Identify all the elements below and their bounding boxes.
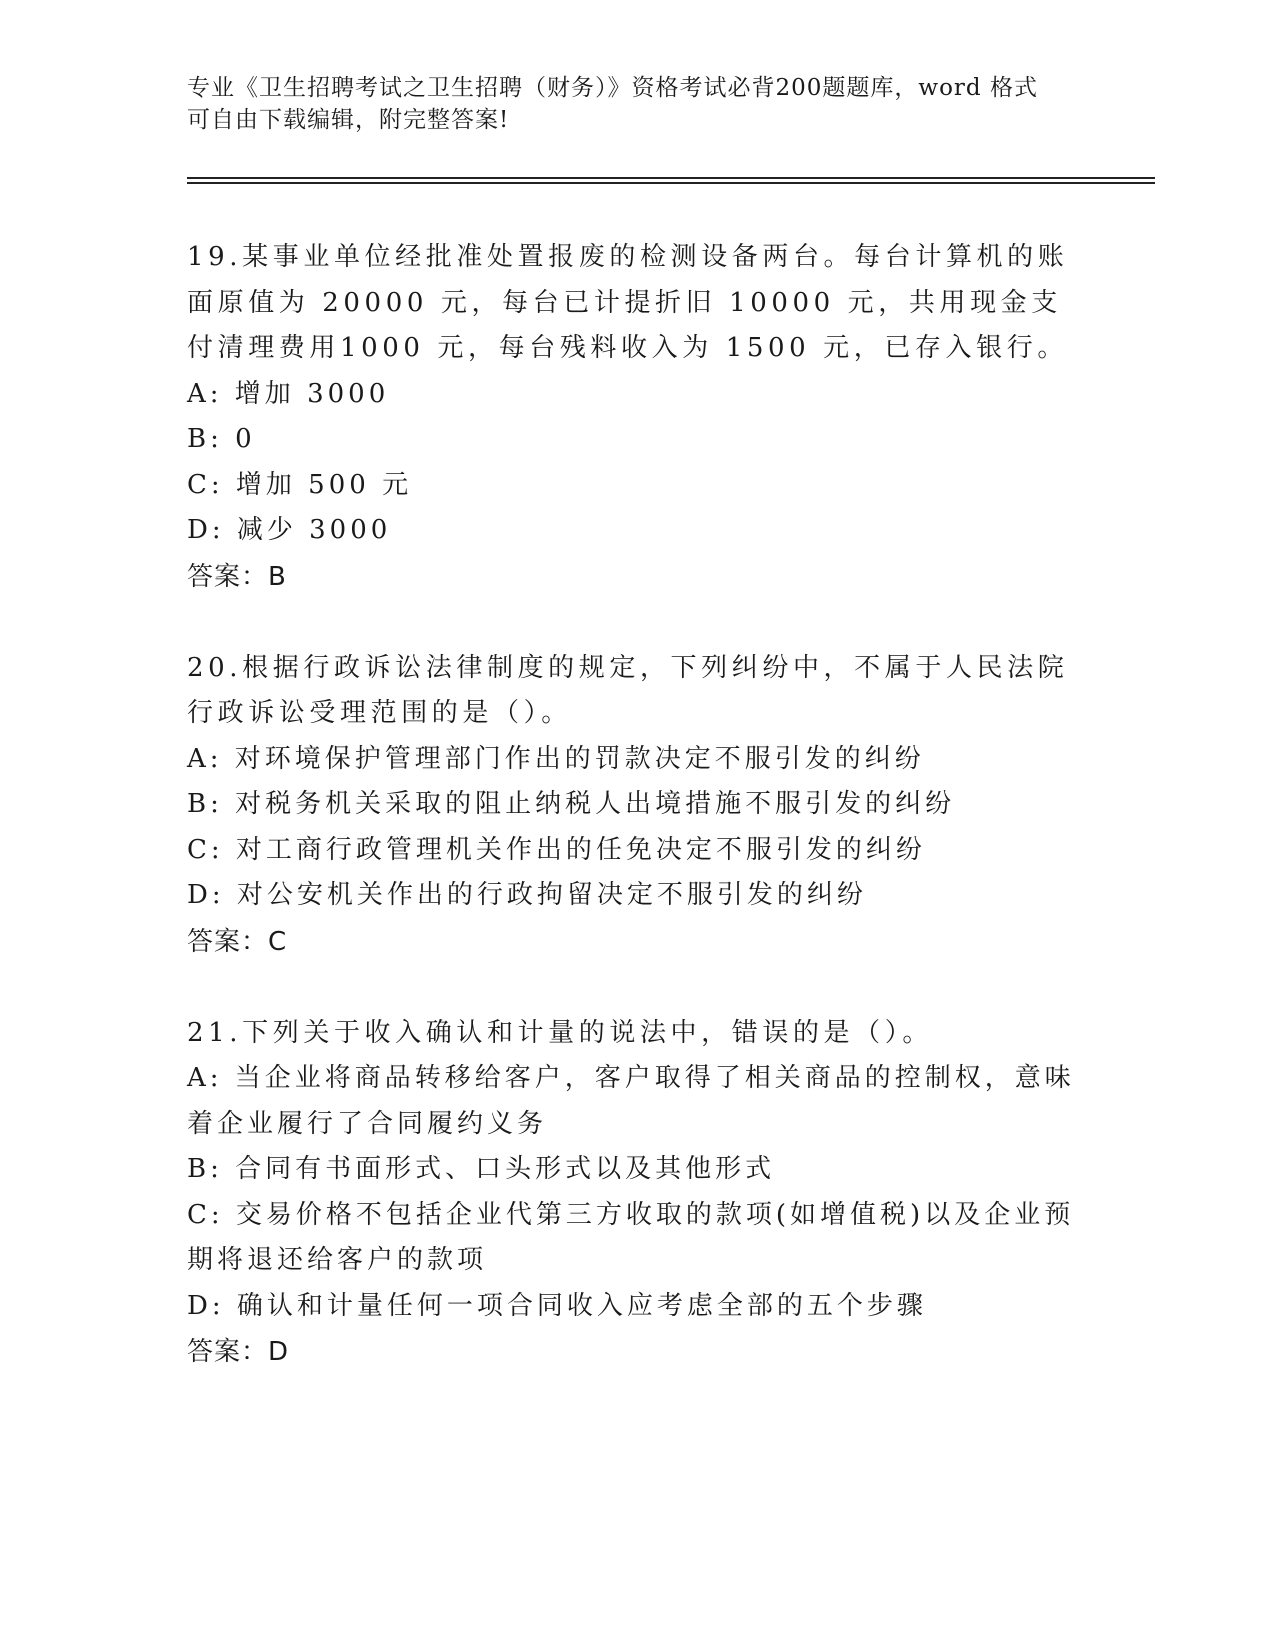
header-divider-bottom [187, 182, 1155, 184]
answer-text: 答案：B [187, 561, 287, 592]
question-list [187, 235, 1087, 1421]
option-b: B: 0 [187, 424, 256, 454]
question-19 [187, 235, 1087, 600]
option-a: A: 增加 3000 [187, 378, 390, 409]
option-d: D: 对公安机关作出的行政拘留决定不服引发的纠纷 [187, 880, 867, 910]
option-c: C: 增加 500 元 [187, 469, 413, 500]
document-header [187, 72, 1087, 136]
option-d: D: 减少 3000 [187, 515, 392, 545]
option-b: B: 对税务机关采取的阻止纳税人出境措施不服引发的纠纷 [187, 789, 956, 819]
question-stem: 19.某事业单位经批准处置报废的检测设备两台。每台计算机的账面原值为 20000 元，每台已计提折旧 10000 元，共用现金支付清理费用1000 元，每台残料收入为 1500 元，已存入银行。 [187, 242, 1069, 363]
answer-text: 答案：C [187, 926, 288, 957]
question-21 [187, 1011, 1087, 1376]
option-d: D: 确认和计量任何一项合同收入应考虑全部的五个步骤 [187, 1290, 927, 1321]
question-20 [187, 646, 1087, 965]
answer-text: 答案：D [187, 1337, 290, 1367]
header-divider-top [187, 177, 1155, 179]
question-stem: 21.下列关于收入确认和计量的说法中，错误的是（）。 [187, 1017, 933, 1048]
option-b: B: 合同有书面形式、口头形式以及其他形式 [187, 1154, 776, 1184]
option-c: C: 对工商行政管理机关作出的任免决定不服引发的纠纷 [187, 834, 926, 865]
header-line-1: 专业《卫生招聘考试之卫生招聘（财务）》资格考试必背200题题库，word 格式 [187, 75, 1038, 101]
header-line-2: 可自由下载编辑，附完整答案! [187, 107, 510, 133]
question-stem: 20.根据行政诉讼法律制度的规定，下列纠纷中，不属于人民法院行政诉讼受理范围的是（）。 [187, 652, 1069, 728]
option-c: C: 交易价格不包括企业代第三方收取的款项(如增值税)以及企业预期将退还给客户的款项 [187, 1199, 1075, 1275]
option-a: A: 当企业将商品转移给客户，客户取得了相关商品的控制权，意味着企业履行了合同履约义务 [187, 1063, 1075, 1139]
option-a: A: 对环境保护管理部门作出的罚款决定不服引发的纠纷 [187, 743, 925, 774]
